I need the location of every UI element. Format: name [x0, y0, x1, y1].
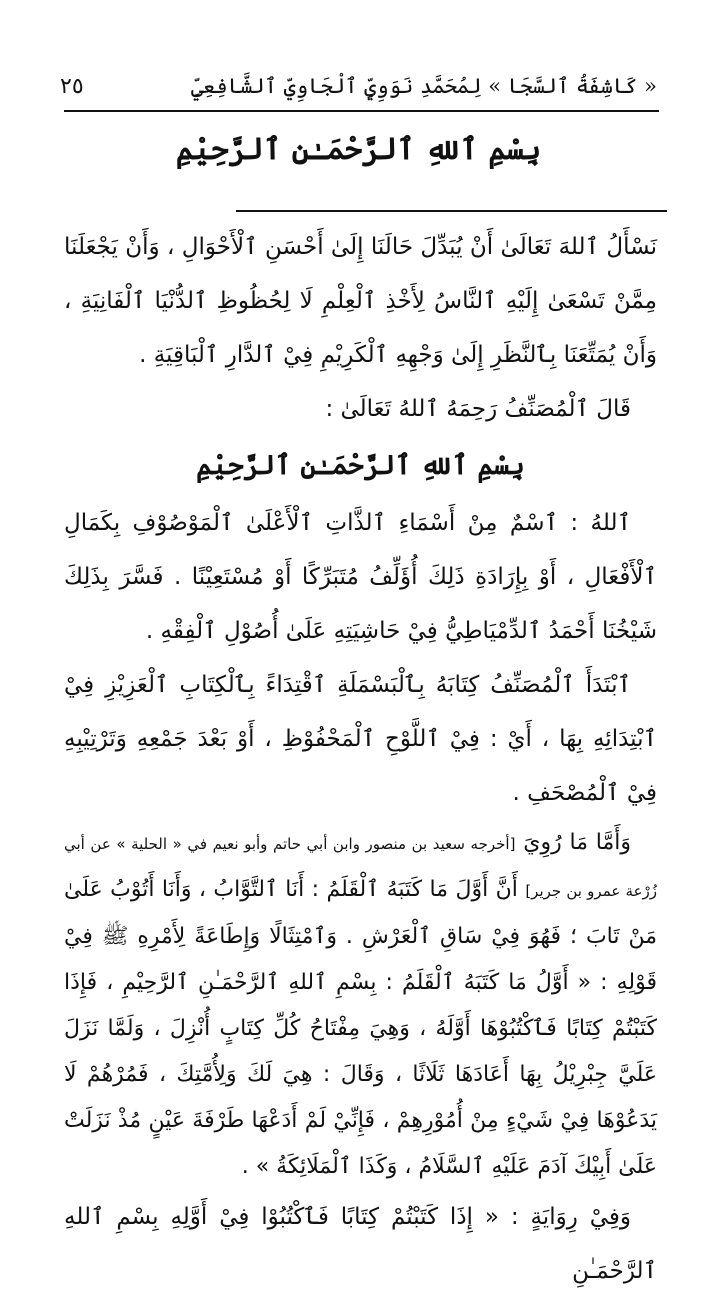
intro-paragraph: نَسْأَلُ ٱللهَ تَعَالَىٰ أَنْ يُبَدِّلَ حَالَنَا إِلَىٰ أَحْسَنِ ٱلْأَحْوَالِ ، وَأَنْ يَجْعَلَنَا مِمَّنْ تَسْعَىٰ إِلَيْهِ ٱلنَّاسُ لِأَخْذِ ٱلْعِلْمِ لَا لِحُظُوظِ ٱلدُّنْيَا ٱلْفَانِيَةِ ، وَأَنْ يُمَتِّعَنَا بِٱلنَّظَرِ إِلَىٰ وَجْهِهِ ٱلْكَرِيْمِ فِيْ ٱلدَّارِ ٱلْبَاقِيَةِ .: [64, 234, 657, 368]
basmala-rule: [236, 210, 667, 212]
basmala-subheading: بِسْمِ ٱللهِ ٱلرَّحْمَـٰنِ ٱلرَّحِيْمِ: [196, 450, 525, 481]
body-text: [64, 220, 657, 1298]
paragraph-began: ٱبْتَدَأَ ٱلْمُصَنِّفُ كِتَابَهُ بِٱلْبَسْمَلَةِ ٱقْتِدَاءً بِٱلْكِتَابِ ٱلْعَزِيْزِ فِيْ ٱبْتِدَائِهِ بِهَا ، أَيْ : فِيْ ٱللَّوْحِ ٱلْمَحْفُوْظِ ، أَوْ بَعْدَ جَمْعِهِ وَتَرْتِيْبِهِ فِيْ ٱلْمُصْحَفِ .: [64, 672, 657, 806]
running-header: [60, 66, 657, 106]
paragraph-riwaya: وَفِيْ رِوَايَةٍ : « إِذَا كَتَبْتُمْ كِتَابًا فَٱكْتُبُوْا فِيْ أَوَّلِهِ بِسْمِ ٱللهِ ٱلرَّحْمَـٰنِ: [64, 1204, 657, 1284]
paragraph-allah: ٱللهُ : ٱسْمٌ مِنْ أَسْمَاءِ ٱلذَّاتِ ٱلْأَعْلَىٰ ٱلْمَوْصُوْفِ بِكَمَالِ ٱلْأَفْعَالِ ، أَوْ بِإِرَادَةِ ذَلِكَ أُؤَلِّفُ مُتَبَرِّكًا أَوْ مُسْتَعِيْنًا . فَسَّرَ بِذَلِكَ شَيْخُنَا أَحْمَدُ ٱلدِّمْيَاطِيُّ فِيْ حَاشِيَتِهِ عَلَىٰ أُصُوْلِ ٱلْفِقْهِ .: [64, 510, 657, 644]
author-said-line: قَالَ ٱلْمُصَنِّفُ رَحِمَهُ ٱللهُ تَعَالَىٰ :: [325, 396, 631, 422]
page-number: ٢٥: [60, 73, 84, 99]
narration-text: أَنَّ أَوَّلَ مَا كَتَبَهُ ٱلْقَلَمُ : أَنَا ٱلتَّوَّابُ ، وَأَنَا أَتُوْبُ عَلَىٰ مَنْ تَابَ ؛ فَهُوَ فِيْ سَاقِ ٱلْعَرْشِ . وَٱمْتِثَالًا وَإِطَاعَةً لِأَمْرِهِ ﷺ فِيْ قَوْلِهِ : « أَوَّلُ مَا كَتَبَهُ ٱلْقَلَمُ : بِسْمِ ٱللهِ ٱلرَّحْمَـٰنِ ٱلرَّحِيْمِ ، فَإِذَا كَتَبْتُمْ كِتَابًا فَٱكْتُبُوْهَا أَوَّلَهُ ، وَهِيَ مِفْتَاحُ كُلِّ كِتَابٍ أُنْزِلَ ، وَلَمَّا نَزَلَ عَلَيَّ جِبْرِيْلُ بِهَا أَعَادَهَا ثَلَاثًا ، وَقَالَ : هِيَ لَكَ وَلِأُمَّتِكَ ، فَمُرْهُمْ لَا يَدَعُوْهَا فِيْ شَيْءٍ مِنْ أُمُوْرِهِمْ ، فَإِنِّيْ لَمْ أَدَعْهَا طَرْفَةَ عَيْنٍ مُذْ نَزَلَتْ عَلَىٰ أَبِيْكَ آدَمَ عَلَيْهِ ٱلسَّلَامُ ، وَكَذَا ٱلْمَلَائِكَةُ » .: [64, 877, 657, 1179]
narration-lead: وَأَمَّا مَا رُوِيَ: [523, 830, 632, 855]
hadith-citation: [أخرجه سعيد بن منصور وابن أبي حاتم وأبو نعيم في « الحلية » عن أبي زُرْعة عمرو بن جرير]: [64, 835, 658, 900]
basmala-heading: بِسْمِ ٱللهِ ٱلرَّحْمَـٰنِ ٱلرَّحِيْمِ: [175, 132, 542, 167]
header-title: « كَاشِفَةُ ٱلسَّجَا » لِمُحَمَّدِ نَوَوِيٍّ ٱلْجَاوِيِّ ٱلشَّافِعِيِّ: [190, 74, 657, 98]
narration-paragraph: [64, 820, 657, 1190]
header-rule: [64, 110, 659, 112]
